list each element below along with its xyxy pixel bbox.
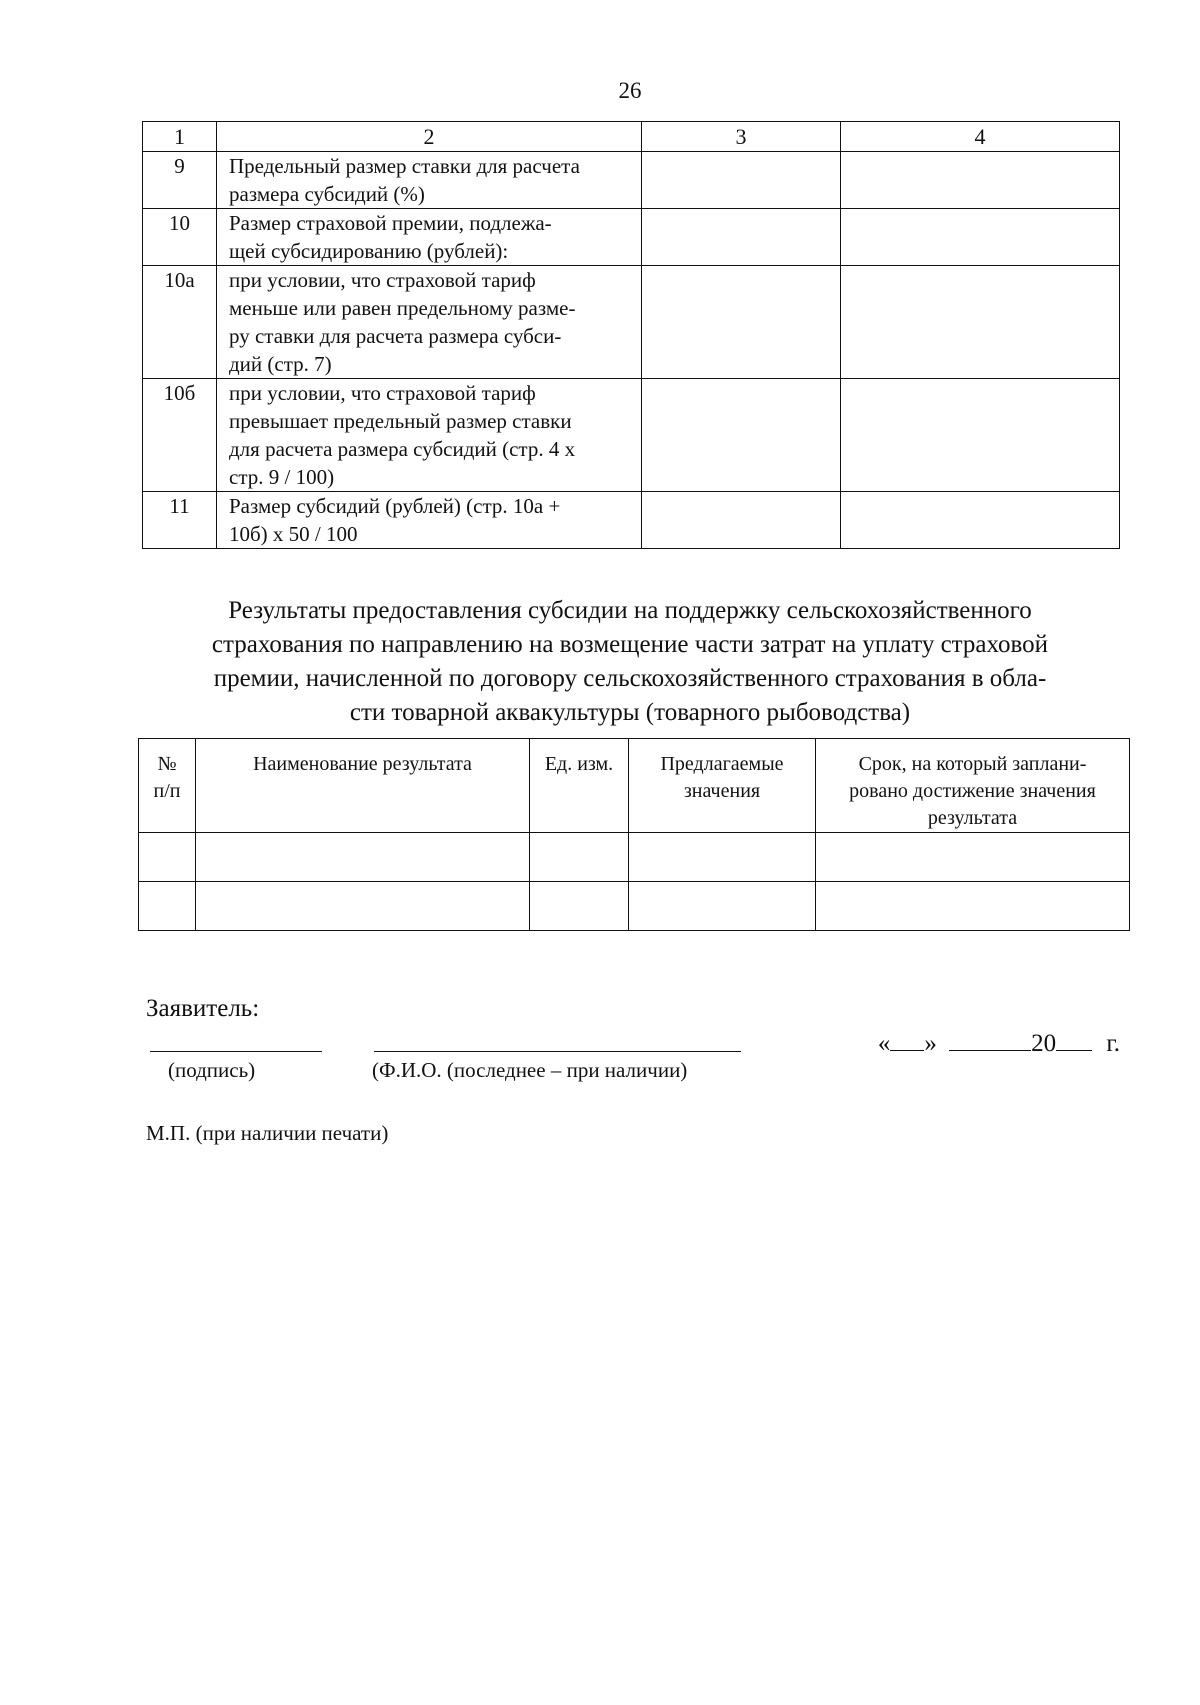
table-row [139,882,1130,931]
table-row [143,379,1120,492]
empty-cell[interactable] [530,833,629,882]
results-table [138,738,1130,931]
empty-cell[interactable] [196,882,530,931]
row-description [217,379,642,492]
header-line: № [157,753,177,775]
month-field[interactable] [949,1028,1031,1051]
name-line[interactable] [374,1051,741,1052]
value-cell-3[interactable] [642,266,841,379]
row-number: 10 [143,209,217,266]
row-description [217,266,642,379]
header-line: п/п [153,780,181,802]
results-header-cell [816,739,1130,833]
name-caption: (Ф.И.О. (последнее – при наличии) [372,1058,688,1082]
value-cell-4[interactable] [841,266,1120,379]
header-line: Срок, на который заплани- [858,753,1087,775]
description-line: меньше или равен предельному разме- [229,296,576,320]
header-line: Наименование результата [253,753,472,775]
description-line: при условии, что страховой тариф [229,381,536,405]
section-title-line: премии, начисленной по договору сельскохозяйственного страхования в обла- [213,665,1047,692]
table-row [139,833,1130,882]
calc-header-cell: 3 [642,122,841,152]
value-cell-3[interactable] [642,379,841,492]
section-title-line: страхования по направлению на возмещение части затрат на уплату страховой [211,631,1049,658]
description-line: превышает предельный размер ставки [229,409,572,433]
description-line: Размер субсидий (рублей) (стр. 10а + [229,494,561,518]
header-line: ровано достижение значения [849,780,1096,802]
value-cell-3[interactable] [642,209,841,266]
results-header-cell [139,739,196,833]
calc-header-cell: 2 [217,122,642,152]
row-description [217,152,642,209]
empty-cell[interactable] [530,882,629,931]
description-line: при условии, что страховой тариф [229,268,536,292]
date-close-quote: » [924,1030,937,1057]
date-line [878,1028,1120,1058]
description-line: Предельный размер ставки для расчета [229,154,580,178]
calc-table-header-row [143,122,1120,152]
empty-cell[interactable] [629,882,816,931]
row-number: 10а [143,266,217,379]
value-cell-4[interactable] [841,152,1120,209]
applicant-label: Заявитель: [146,995,260,1022]
empty-cell[interactable] [629,833,816,882]
results-header-cell [629,739,816,833]
results-header-cell [196,739,530,833]
year-field[interactable] [1056,1028,1092,1051]
date-open-quote: « [877,1030,891,1057]
table-row [143,492,1120,549]
value-cell-4[interactable] [841,379,1120,492]
table-row [143,209,1120,266]
value-cell-4[interactable] [841,492,1120,549]
empty-cell[interactable] [139,882,196,931]
year-prefix: 20 [1031,1030,1057,1057]
empty-cell[interactable] [196,833,530,882]
description-line: для расчета размера субсидий (стр. 4 х [229,437,576,461]
calc-table [142,121,1120,549]
description-line: ру ставки для расчета размера субси- [229,324,562,348]
row-number: 10б [143,379,217,492]
description-line: 10б) х 50 / 100 [229,522,358,546]
section-title [150,594,1110,730]
header-line: Предлагаемые [660,753,784,775]
day-field[interactable] [890,1028,924,1051]
description-line: Размер страховой премии, подлежа- [229,211,552,235]
row-number: 9 [143,152,217,209]
calc-header-cell: 4 [841,122,1120,152]
empty-cell[interactable] [139,833,196,882]
table-row [143,152,1120,209]
description-line: дий (стр. 7) [229,352,332,376]
year-suffix: г. [1106,1030,1120,1057]
row-description [217,492,642,549]
value-cell-3[interactable] [642,492,841,549]
section-title-line: сти товарной аквакультуры (товарного рыбоводства) [349,699,911,726]
page-number: 26 [618,78,642,103]
header-line: значения [683,780,761,802]
header-line: результата [927,807,1018,829]
value-cell-3[interactable] [642,152,841,209]
empty-cell[interactable] [816,833,1130,882]
signature-line[interactable] [150,1051,322,1052]
row-number: 11 [143,492,217,549]
description-line: щей субсидированию (рублей): [229,239,509,263]
empty-cell[interactable] [816,882,1130,931]
results-header-cell [530,739,629,833]
calc-header-cell: 1 [143,122,217,152]
table-row [143,266,1120,379]
row-description [217,209,642,266]
description-line: стр. 9 / 100) [229,465,335,489]
value-cell-4[interactable] [841,209,1120,266]
stamp-note: М.П. (при наличии печати) [146,1121,389,1145]
header-line: Ед. изм. [544,753,614,775]
description-line: размера субсидий (%) [229,182,425,206]
signature-caption: (подпись) [168,1058,256,1082]
section-title-line: Результаты предоставления субсидии на поддержку сельскохозяйственного [228,597,1032,624]
results-table-header-row [139,739,1130,833]
